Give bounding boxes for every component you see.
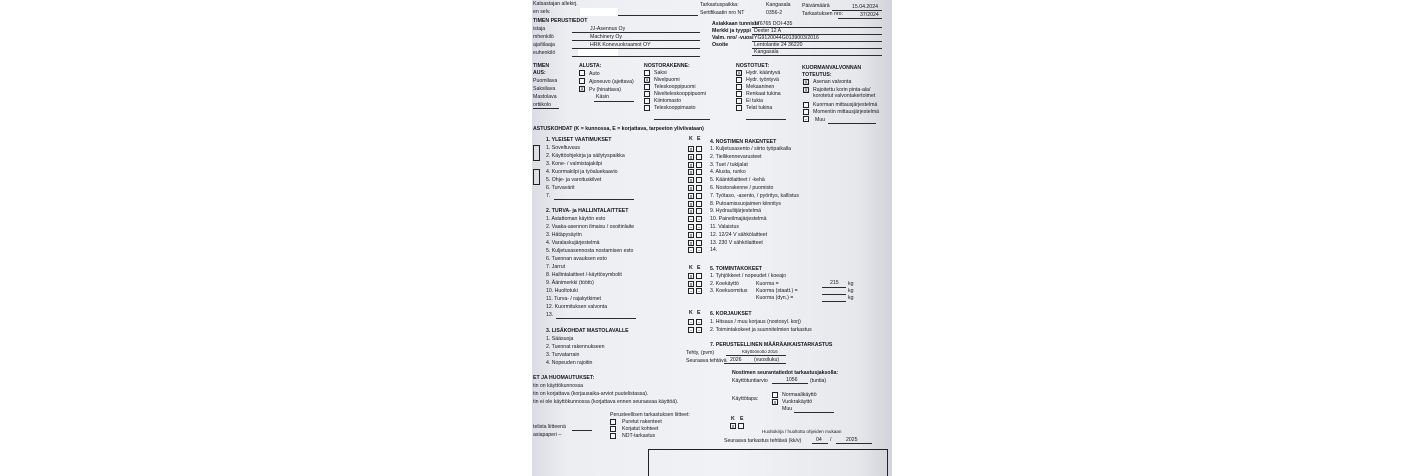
- sec6-k-header: K: [689, 310, 693, 316]
- sec4-item: 1. Kuljetusasento / siirto työpaikalla: [710, 146, 792, 152]
- sec4-k-checkbox[interactable]: x: [689, 209, 693, 216]
- nostotuet-checkbox[interactable]: [736, 105, 742, 111]
- basic-row-value-1: Machinery Oy: [590, 34, 622, 40]
- basic-row-value-0: JJ-Asennus Oy: [590, 26, 626, 32]
- alusta-item: Auto: [589, 71, 600, 77]
- sec1-item: 1. Soveltuvuus: [546, 145, 581, 151]
- sec3-item: 4. Nopeuden rajoitin: [546, 360, 593, 366]
- field-line: [794, 412, 834, 413]
- sec5-k-checkbox[interactable]: x: [689, 274, 693, 280]
- kuorma-checkbox[interactable]: [803, 102, 809, 108]
- field-line: [654, 119, 710, 120]
- types-left-item: Saksilava: [533, 86, 556, 92]
- nosto-item: Saksi: [654, 70, 667, 76]
- right-row-label-0: Asiakkaan tunniste: [712, 21, 760, 27]
- alusta-item: Ajoneuvo (ajettava): [589, 79, 634, 85]
- sec7-done-label: Tehty, (pvm): [686, 350, 715, 356]
- sec1-check-column: [533, 169, 540, 185]
- sec6-k-checkbox[interactable]: -: [688, 327, 694, 333]
- use-item: Normaalikäyttö: [782, 392, 817, 398]
- sec4-e-checkbox[interactable]: [696, 232, 702, 238]
- footer-year: 2025: [846, 437, 858, 443]
- perus-item: NDT-tarkastus: [622, 433, 656, 439]
- sec5-k-header: K: [689, 265, 693, 271]
- sec4-e-checkbox[interactable]: [696, 240, 702, 246]
- sec4-item: 4. Alusta, runko: [710, 169, 746, 176]
- sec4-e-checkbox[interactable]: -: [696, 224, 702, 230]
- perus-e-header: E: [740, 416, 744, 422]
- nostotuet-item: Mekaaninen: [746, 84, 775, 90]
- sec1-item: 6. Turvavärit: [546, 185, 575, 191]
- sec4-item: 2. Tiellikennevarusteet: [710, 153, 762, 160]
- perus-item: Korjatut kohteet: [622, 426, 659, 432]
- right-row-value-3: Lentolantie 24 36220: [754, 42, 803, 48]
- perus-e-checkbox[interactable]: [738, 423, 744, 429]
- cert-label: Sertifikaatin nro NT: [700, 10, 745, 16]
- follow-title: Nostimen seurantatiedot tarkastusjaksolla:: [732, 370, 839, 376]
- hours-value: 1056: [786, 377, 798, 383]
- field-line: [822, 294, 846, 295]
- sec4-item: 5. Kääntölaitteet / -kehä: [710, 177, 765, 184]
- basic-row-value-2: HRK Konevuokraamot OY: [590, 42, 651, 48]
- hours-unit: (tuntia): [810, 378, 827, 384]
- kohdat-title: ASTUSKOHDAT (K = kunnossa, E = korjattava, tarpeeton yliviivataan): [533, 126, 704, 132]
- nosto-checkbox[interactable]: [644, 105, 650, 111]
- sec5-e-checkbox[interactable]: [696, 273, 702, 279]
- sec2-item: 8. Hallintalaitteet /-käyttösymbolit: [546, 272, 622, 278]
- sec4-item: 9. Hydrauliijärjestelmä: [710, 208, 762, 215]
- perus-k-checkbox[interactable]: x: [731, 424, 735, 430]
- sec3-item: 3. Turvatarrain: [546, 352, 580, 358]
- nostotuet-item: Hydr. työntyvä: [746, 77, 779, 83]
- sec4-k-checkbox[interactable]: x: [689, 186, 693, 192]
- owner-line: [618, 15, 698, 16]
- sec5-kuorma-label: Kuorma (staatt.) =: [756, 288, 798, 294]
- types-left-sub: AUS:: [533, 70, 546, 76]
- sec4-title: 4. NOSTIMEN RAKENTEET: [710, 139, 777, 145]
- nosto-checkbox[interactable]: [644, 70, 650, 76]
- sec5-kuorma-label: Kuorma =: [756, 281, 779, 287]
- basic-row-label-1: mhenkilö: [533, 34, 554, 40]
- sec1-item: 7.: [546, 193, 551, 199]
- right-row-label-1: Merkki ja tyyppi: [712, 28, 751, 34]
- sec5-title: 5. TOIMINTAKOKEET: [710, 266, 762, 272]
- sec1-item: 5. Ohje- ja varoituskilvet: [546, 177, 602, 183]
- sec4-k-checkbox[interactable]: x: [689, 178, 693, 185]
- basic-row-label-3: euhenkilö: [533, 50, 556, 56]
- remarks-line: tin on korjattava (korjausaika-arviot puutelistassa).: [533, 391, 649, 397]
- field-line: [752, 55, 882, 56]
- sec6-item: 1. Hitsaus / muu korjaus (nostosyl. korj): [710, 319, 801, 325]
- hours-label: Käyttötuntiarvio: [732, 378, 768, 384]
- sec4-item: 3. Tuet / tukijalat: [710, 161, 748, 168]
- redacted-box: [578, 48, 618, 56]
- nosto-item: Teleskooppipuomi: [654, 84, 696, 90]
- use-label: Käyttötapa:: [732, 396, 759, 402]
- field-line: [572, 430, 592, 431]
- remarks-line: tin ei ole käyttökunnossa (korjattava ennen seuraavaa käyttöä).: [533, 399, 679, 405]
- owner-sub: en selv.: [533, 9, 551, 15]
- nostotuet-item: Hydr. kääntyvä: [746, 70, 781, 76]
- sec4-k-header: K: [689, 136, 693, 142]
- sec4-item: 11. Valaistus: [710, 224, 739, 230]
- kuorma-item: Rajoitettu korin pinta-ala/ korotetut valvontakertoimet: [813, 87, 876, 99]
- alusta-checkbox[interactable]: X: [580, 87, 584, 93]
- sec6-e-checkbox[interactable]: -: [696, 327, 702, 333]
- sec4-k-checkbox[interactable]: -: [688, 247, 694, 253]
- basic-title: TIMEN PERUSTIEDOT: [533, 18, 588, 24]
- sec4-item: 7. Työtaso, -asento, / pyöritys, kallistus: [710, 192, 799, 199]
- sec5-kuorma-unit: kg: [848, 281, 854, 287]
- sec5-e-checkbox[interactable]: [696, 281, 702, 287]
- use-checkbox[interactable]: [772, 392, 778, 398]
- nosto-item: Nivelteleskooppipuomi: [654, 91, 706, 97]
- kuorma-checkbox[interactable]: X: [804, 80, 808, 86]
- sec4-e-checkbox[interactable]: [696, 146, 702, 152]
- sec4-e-checkbox[interactable]: [696, 201, 702, 207]
- types-left-item: Puomilava: [533, 78, 558, 84]
- date-label: Päivämäärä: [802, 3, 830, 9]
- perus-k-header: K: [731, 416, 735, 422]
- sec2-item: 3. Hätäpysäytin: [546, 232, 582, 238]
- kuorma-item: Asenan valvonta: [813, 79, 852, 85]
- right-row-value-1: Dexter 12 A: [754, 28, 782, 34]
- nosto-checkbox[interactable]: [644, 84, 650, 90]
- field-line: [572, 56, 700, 57]
- nostotuet-title: NOSTOTUET:: [736, 63, 770, 69]
- sec3-item: 2. Tuennat rakennukseen: [546, 344, 605, 350]
- kuorma-checkbox[interactable]: [803, 109, 809, 115]
- field-line: [812, 443, 828, 444]
- sec4-k-checkbox[interactable]: -: [688, 216, 694, 222]
- sec4-e-checkbox[interactable]: -: [696, 247, 702, 253]
- sec2-item: 1. Asiattoman käytön esto: [546, 216, 606, 222]
- sec4-item: 12. 12/24 V sähkölaitteet: [710, 231, 768, 238]
- alusta-checkbox[interactable]: [579, 78, 585, 84]
- date-line: [832, 10, 882, 11]
- sec4-item: 10. Paineilmajärjestelmä: [710, 216, 767, 223]
- footer-slash: /: [830, 437, 832, 443]
- field-line: [572, 40, 700, 41]
- kuorma-title: KUORMANVALVONNAN: [802, 65, 862, 71]
- kuorma-checkbox[interactable]: -: [803, 116, 809, 122]
- nosto-checkbox[interactable]: [644, 98, 650, 104]
- field-line: [572, 32, 700, 33]
- field-line: [554, 199, 634, 200]
- sec4-k-checkbox[interactable]: x: [689, 232, 693, 239]
- sec7-next-value: 2026: [730, 357, 742, 363]
- nosto-checkbox[interactable]: X: [645, 78, 649, 84]
- kuorma-sub: TOTEUTUS:: [802, 72, 832, 78]
- field-line: [726, 355, 786, 356]
- field-line: [752, 41, 882, 42]
- report-label: Tarkastuksen nro:: [802, 11, 843, 17]
- sec6-e-checkbox[interactable]: -: [696, 319, 702, 325]
- kuorma-item: Kuorman mittausjärjestelmä: [813, 102, 878, 108]
- types-left-item: Mastolava: [533, 94, 557, 100]
- sec6-item: 2. Toimintakokeet ja suunnitelmien tarkastus: [710, 326, 812, 333]
- sec2-item: 7. Jarrut: [546, 264, 566, 270]
- cert-value: 0356-2: [766, 10, 783, 16]
- inspection-form-paper: [532, 0, 892, 476]
- sec7-next-sub: (vuosiluku): [754, 357, 780, 363]
- use-checkbox[interactable]: x: [773, 400, 777, 406]
- field-line: [752, 27, 882, 28]
- perus-item: Puretut rakenteet: [622, 419, 662, 425]
- field-line: [752, 48, 882, 49]
- owner-label: Katsastajan allekirj.: [533, 1, 578, 7]
- perus-checkbox[interactable]: [610, 419, 616, 425]
- sec4-k-checkbox[interactable]: x: [689, 154, 693, 161]
- sec4-k-checkbox[interactable]: -: [688, 224, 694, 230]
- alusta-item: Pv (hinattava): [589, 87, 622, 93]
- sec1-item: 4. Kuormakilpi ja työaluekaavio: [546, 169, 618, 175]
- perus-checkbox[interactable]: [610, 426, 616, 432]
- sec3-item: 1. Sääsuoja: [546, 336, 574, 342]
- sec2-item: 9. Äänimerkki (tööttı): [546, 280, 594, 286]
- field-line: [556, 318, 636, 319]
- sec2-item: 12. Kuormituksen valvonta: [546, 304, 608, 310]
- sec5-item: 3. Koekuormitus: [710, 288, 748, 294]
- sec2-item: 2. Vaaka-asennon ilmaisu / osoitinlaite: [546, 224, 635, 230]
- sec1-title: 1. YLEISET VAATIMUKSET: [546, 137, 612, 143]
- field-line: [533, 108, 559, 109]
- sec4-e-checkbox[interactable]: [696, 169, 702, 175]
- sec5-k-checkbox[interactable]: -: [688, 288, 694, 294]
- nostotuet-item: Ei tukia: [746, 98, 764, 104]
- field-line: [594, 101, 634, 102]
- sec5-item: 2. Koekäyttö: [710, 280, 739, 287]
- sec4-e-checkbox[interactable]: [696, 193, 702, 199]
- nostotuet-checkbox[interactable]: [736, 98, 742, 104]
- sec4-k-checkbox[interactable]: x: [689, 170, 693, 177]
- sec4-item: 8. Putoamissuojaimen kiinnitys: [710, 200, 781, 207]
- sec4-e-checkbox[interactable]: [696, 177, 702, 183]
- sec5-k-checkbox[interactable]: x: [689, 281, 693, 288]
- sec4-e-header: E: [697, 136, 701, 142]
- sec1-check-column: [533, 145, 540, 161]
- footer-next-label: Seuraava tarkastus tehtävä (kk/v): [724, 438, 802, 444]
- sec4-e-checkbox[interactable]: -: [696, 216, 702, 222]
- right-row-value-4: Kangasala: [754, 49, 779, 55]
- nostotuet-checkbox[interactable]: [736, 91, 742, 97]
- field-line: [836, 443, 872, 444]
- sec7-done-value: Käyttöönotto 2016: [742, 349, 778, 354]
- perus-title: Perusteellisen tarkastuksen liitteet:: [610, 412, 690, 418]
- nostotuet-item: Telat tukina: [746, 105, 773, 111]
- footer-note: Huoltokirja / huoltottu ohjeiden mukaan: [762, 429, 842, 434]
- attach-sub: asiapaperi –: [533, 432, 562, 438]
- report-line: [838, 18, 882, 19]
- sec4-k-checkbox[interactable]: x: [689, 240, 693, 247]
- basic-row-label-2: aja/tilaaja: [533, 42, 555, 48]
- use-item: Vuokrakäyttö: [782, 399, 813, 405]
- signature-box: [648, 449, 888, 476]
- nosto-item: Kiintomasto: [654, 98, 682, 104]
- nosto-item: Nivelpuomi: [654, 77, 680, 83]
- inspector-value: Kangasala: [766, 2, 791, 8]
- sec4-e-checkbox[interactable]: [696, 154, 702, 160]
- nosto-checkbox[interactable]: [644, 91, 650, 97]
- sec4-item: 14.: [710, 247, 718, 254]
- sec2-item: 5. Kuljetusasennosta nostamisen esto: [546, 248, 634, 254]
- field-line: [822, 301, 846, 302]
- right-row-value-2: YG9120044G0139003/2016: [754, 35, 819, 41]
- sec4-k-checkbox[interactable]: x: [689, 147, 693, 153]
- sec1-item: 3. Kone- / valmistajakilpi: [546, 161, 602, 167]
- redacted-box: [580, 8, 618, 16]
- alusta-item: Käsin: [596, 94, 609, 100]
- sec2-item: 10. Huoltotuki: [546, 288, 578, 294]
- sec4-k-checkbox[interactable]: x: [689, 193, 693, 200]
- field-line: [572, 48, 700, 49]
- sec7-title: 7. PERUSTEELLINEN MÄÄRÄAIKAISTARKASTUS: [710, 342, 833, 348]
- sec4-k-checkbox[interactable]: x: [689, 201, 693, 208]
- attach-label: telista liitteenä: [533, 424, 566, 430]
- right-row-value-0: 176765 DOI-435: [754, 21, 793, 27]
- types-left-item: ortiikolo: [533, 102, 551, 108]
- date-value: 15.04.2024: [852, 4, 878, 10]
- sec5-e-checkbox[interactable]: -: [696, 288, 702, 294]
- alusta-checkbox[interactable]: [579, 70, 585, 76]
- remarks-line: tin on käyttökunnossa: [533, 383, 584, 389]
- types-left-title: TIMEN: [533, 63, 550, 69]
- nosto-title: NOSTORAKENNE:: [644, 63, 690, 69]
- remarks-title: ET JA HUOMAUTUKSET:: [533, 375, 595, 381]
- sec4-e-checkbox[interactable]: [696, 162, 702, 168]
- kuorma-item: Muu: [815, 117, 826, 123]
- sec5-kuorma-unit: kg: [848, 288, 854, 294]
- sec4-e-checkbox[interactable]: [696, 185, 702, 191]
- sec4-item: 13. 230 V sähkölaitteet: [710, 239, 763, 246]
- sec2-item: 6. Tuennan avauksen esto: [546, 256, 607, 262]
- sec2-item: 4. Varalaskujärjestelmä: [546, 240, 600, 246]
- sec5-e-header: E: [697, 265, 701, 271]
- footer-month: 04: [816, 437, 822, 443]
- use-item: Muu: [782, 406, 793, 412]
- field-line: [724, 363, 786, 364]
- inspector-label: Tarkastuspaikka:: [700, 2, 739, 8]
- right-row-label-3: Osoite: [712, 42, 729, 48]
- alusta-title: ALUSTA:: [579, 63, 602, 69]
- field-line: [746, 119, 786, 120]
- sec6-k-checkbox[interactable]: -: [688, 319, 694, 325]
- sec5-kuorma-label: Kuorma (dyn.) =: [756, 295, 794, 301]
- right-row-label-2: Valm. nro/ -vuosi: [712, 35, 754, 41]
- perus-checkbox[interactable]: [610, 433, 616, 439]
- nostotuet-item: Renkaat tukina: [746, 91, 781, 97]
- sec4-k-checkbox[interactable]: x: [689, 162, 693, 169]
- sec4-item: 6. Nostorakenne / puomisto: [710, 185, 774, 191]
- field-line: [772, 383, 808, 384]
- sec6-title: 6. KORJAUKSET: [710, 311, 752, 317]
- field-line: [752, 34, 882, 35]
- sec7-next-label: Seuraava tehtävä: [686, 358, 727, 364]
- sec6-e-header: E: [697, 310, 701, 316]
- sec4-e-checkbox[interactable]: [696, 208, 702, 214]
- sec5-item: 1. Tyhjökkeet / nopeudet / koeajo: [710, 273, 787, 279]
- field-line: [828, 123, 876, 124]
- basic-row-label-0: istaja: [533, 26, 546, 32]
- sec3-title: 3. LISÄKOHDAT MASTOLAVALLE: [546, 328, 629, 334]
- sec2-title: 2. TURVA- ja HALLINTALAITTEET: [546, 208, 629, 214]
- sec1-item: 2. Käyttöohjekirja ja säilytyspaikka: [546, 153, 625, 159]
- report-value: 37/2024: [860, 12, 879, 18]
- kuorma-item: Momentin mittausjärjestelmä: [813, 109, 880, 115]
- kuorma-checkbox[interactable]: X: [804, 88, 808, 94]
- nostotuet-checkbox[interactable]: X: [737, 71, 741, 77]
- sec2-item: 13.: [546, 312, 554, 318]
- nosto-item: Teleskooppimasto: [654, 105, 696, 111]
- field-line: [822, 287, 846, 288]
- sec2-item: 11. Turva- / rajakytkimet: [546, 296, 601, 302]
- nostotuet-checkbox[interactable]: [736, 84, 742, 90]
- sec5-kuorma-unit: kg: [848, 295, 854, 301]
- sec5-kuorma-value: 215: [830, 280, 839, 286]
- nostotuet-checkbox[interactable]: [736, 77, 742, 83]
